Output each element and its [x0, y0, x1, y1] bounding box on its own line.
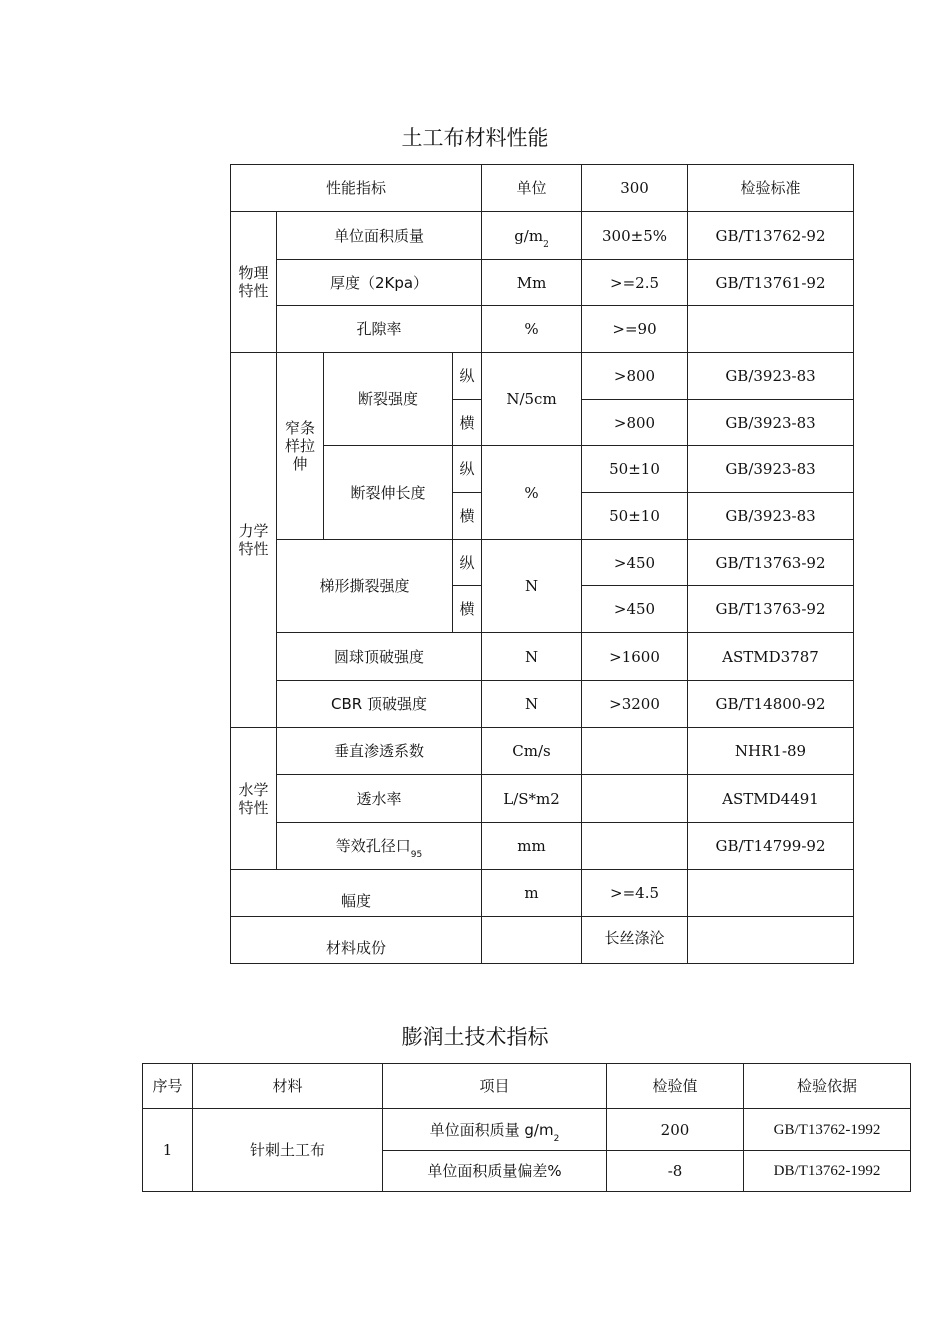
group-mechanical: 力学 特性 — [231, 353, 277, 728]
trapezoid-dir-trans: 横 — [453, 586, 482, 633]
pore-size-unit: mm — [482, 823, 582, 870]
break-strength-std-trans: GB/3923-83 — [688, 400, 854, 446]
elongation-std-trans: GB/3923-83 — [688, 493, 854, 540]
trapezoid-name: 梯形撕裂强度 — [277, 540, 453, 633]
porosity-name: 孔隙率 — [277, 306, 482, 353]
table1-title: 土工布材料性能 — [401, 126, 549, 150]
thickness-standard: GB/T13761-92 — [688, 260, 854, 306]
permeability-unit: L/S*m2 — [482, 775, 582, 823]
vertical-perm-value — [582, 728, 688, 775]
header-standard: 检验标准 — [688, 165, 854, 212]
t2-value-0: 200 — [607, 1109, 744, 1151]
thickness-name: 厚度（2Kpa） — [277, 260, 482, 306]
ball-burst-standard: ASTMD3787 — [688, 633, 854, 681]
t2-material: 针刺土工布 — [193, 1109, 383, 1192]
t2-item-0: 单位面积质量 $g/m_2$ — [383, 1109, 607, 1151]
trapezoid-unit: N — [482, 540, 582, 633]
t2-item-1: 单位面积质量偏差% — [383, 1151, 607, 1192]
trapezoid-value-long: >450 — [582, 540, 688, 586]
ball-burst-unit: N — [482, 633, 582, 681]
t2-header-item: 项目 — [383, 1064, 607, 1109]
width-standard — [688, 870, 854, 917]
break-strength-dir-long: 纵 — [453, 353, 482, 400]
cbr-value: >3200 — [582, 681, 688, 728]
width-name: 幅度 — [231, 870, 482, 917]
t2-row-no: 1 — [143, 1109, 193, 1192]
material-standard — [688, 917, 854, 964]
width-unit: m — [482, 870, 582, 917]
break-strength-dir-trans: 横 — [453, 400, 482, 446]
material-value: 长丝涤沦 — [582, 917, 688, 964]
pore-size-value — [582, 823, 688, 870]
table2-title: 膨润土技术指标 — [401, 1025, 549, 1049]
pore-size-standard: GB/T14799-92 — [688, 823, 854, 870]
thickness-value: >=2.5 — [582, 260, 688, 306]
elongation-dir-trans: 横 — [453, 493, 482, 540]
trapezoid-std-trans: GB/T13763-92 — [688, 586, 854, 633]
ball-burst-name: 圆球顶破强度 — [277, 633, 482, 681]
material-name: 材料成份 — [231, 917, 482, 964]
t2-header-no: 序号 — [143, 1064, 193, 1109]
elongation-name: 断裂伸长度 — [324, 446, 453, 540]
porosity-unit: % — [482, 306, 582, 353]
porosity-value: >=90 — [582, 306, 688, 353]
break-strength-name: 断裂强度 — [324, 353, 453, 446]
t2-header-value: 检验值 — [607, 1064, 744, 1109]
t2-header-basis: 检验依据 — [744, 1064, 911, 1109]
permeability-value — [582, 775, 688, 823]
porosity-standard — [688, 306, 854, 353]
vertical-perm-unit: Cm/s — [482, 728, 582, 775]
thickness-unit: Mm — [482, 260, 582, 306]
elongation-dir-long: 纵 — [453, 446, 482, 493]
bentonite-spec-table — [142, 1063, 911, 1192]
group-physical: 物理 特性 — [231, 212, 277, 353]
elongation-value-long: 50±10 — [582, 446, 688, 493]
vertical-perm-name: 垂直渗透系数 — [277, 728, 482, 775]
header-unit: 单位 — [482, 165, 582, 212]
trapezoid-value-trans: >450 — [582, 586, 688, 633]
mass-name: 单位面积质量 — [277, 212, 482, 260]
mass-standard: GB/T13762-92 — [688, 212, 854, 260]
group-hydraulic: 水学 特性 — [231, 728, 277, 870]
trapezoid-dir-long: 纵 — [453, 540, 482, 586]
vertical-perm-standard: NHR1-89 — [688, 728, 854, 775]
t2-basis-0: GB/T13762-1992 — [744, 1109, 911, 1151]
break-strength-value-long: >800 — [582, 353, 688, 400]
group-narrow-strip: 窄条 样拉 伸 — [277, 353, 324, 540]
header-spec: 300 — [582, 165, 688, 212]
header-indicator: 性能指标 — [231, 165, 482, 212]
mass-value: 300±5% — [582, 212, 688, 260]
t2-header-material: 材料 — [193, 1064, 383, 1109]
elongation-value-trans: 50±10 — [582, 493, 688, 540]
break-strength-unit: N/5cm — [482, 353, 582, 446]
geotextile-properties-table — [230, 164, 854, 964]
elongation-std-long: GB/3923-83 — [688, 446, 854, 493]
cbr-unit: N — [482, 681, 582, 728]
break-strength-value-trans: >800 — [582, 400, 688, 446]
material-unit — [482, 917, 582, 964]
cbr-standard: GB/T14800-92 — [688, 681, 854, 728]
pore-size-name: 等效孔径口$_{95}$ — [277, 823, 482, 870]
width-value: >=4.5 — [582, 870, 688, 917]
ball-burst-value: >1600 — [582, 633, 688, 681]
cbr-name: CBR 顶破强度 — [277, 681, 482, 728]
elongation-unit: % — [482, 446, 582, 540]
mass-unit: $g/m_2$ — [482, 212, 582, 260]
permeability-standard: ASTMD4491 — [688, 775, 854, 823]
break-strength-std-long: GB/3923-83 — [688, 353, 854, 400]
t2-value-1: -8 — [607, 1151, 744, 1192]
permeability-name: 透水率 — [277, 775, 482, 823]
t2-basis-1: DB/T13762-1992 — [744, 1151, 911, 1192]
trapezoid-std-long: GB/T13763-92 — [688, 540, 854, 586]
